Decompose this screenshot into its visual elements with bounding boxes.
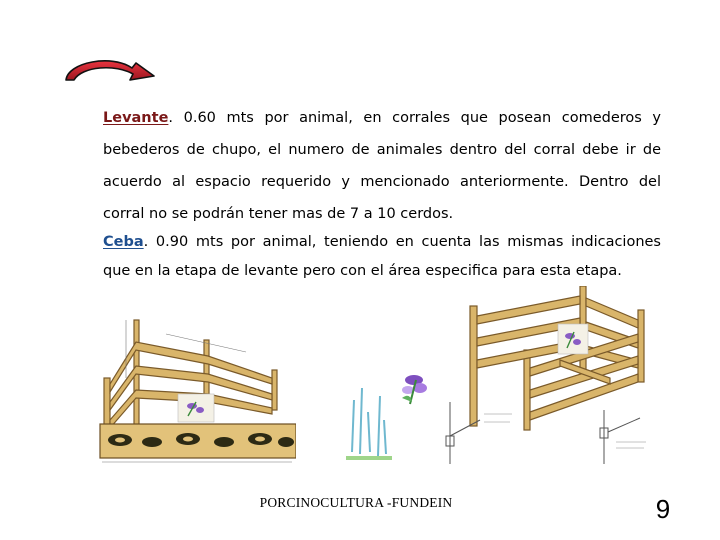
footer-text: PORCINOCULTURA -FUNDEIN	[259, 495, 453, 510]
ceba-text: . 0.90 mts por animal, teniendo en cuenta las mismas indicaciones que en la etapa de levante pero con el área especifica para esta etapa.	[103, 234, 661, 279]
curved-arrow-icon	[60, 56, 160, 84]
flower-image	[340, 340, 438, 466]
pen-drawing-left	[96, 312, 296, 470]
levante-paragraph	[103, 102, 661, 230]
levante-text: . 0.60 mts por animal, en corrales que posean comederos y bebederos de chupo, el numero de animales dentro del corral debe ir de acuerdo al espacio requerido y mencionado anteriormente. Dentro del corral no se podrán tener mas de 7 a 10 cerdos.	[103, 110, 661, 222]
levante-term: Levante	[103, 110, 169, 126]
pen-drawing-right	[440, 286, 662, 468]
ceba-term: Ceba	[103, 234, 144, 250]
page-number: 9	[655, 494, 671, 524]
ceba-paragraph	[103, 228, 661, 286]
